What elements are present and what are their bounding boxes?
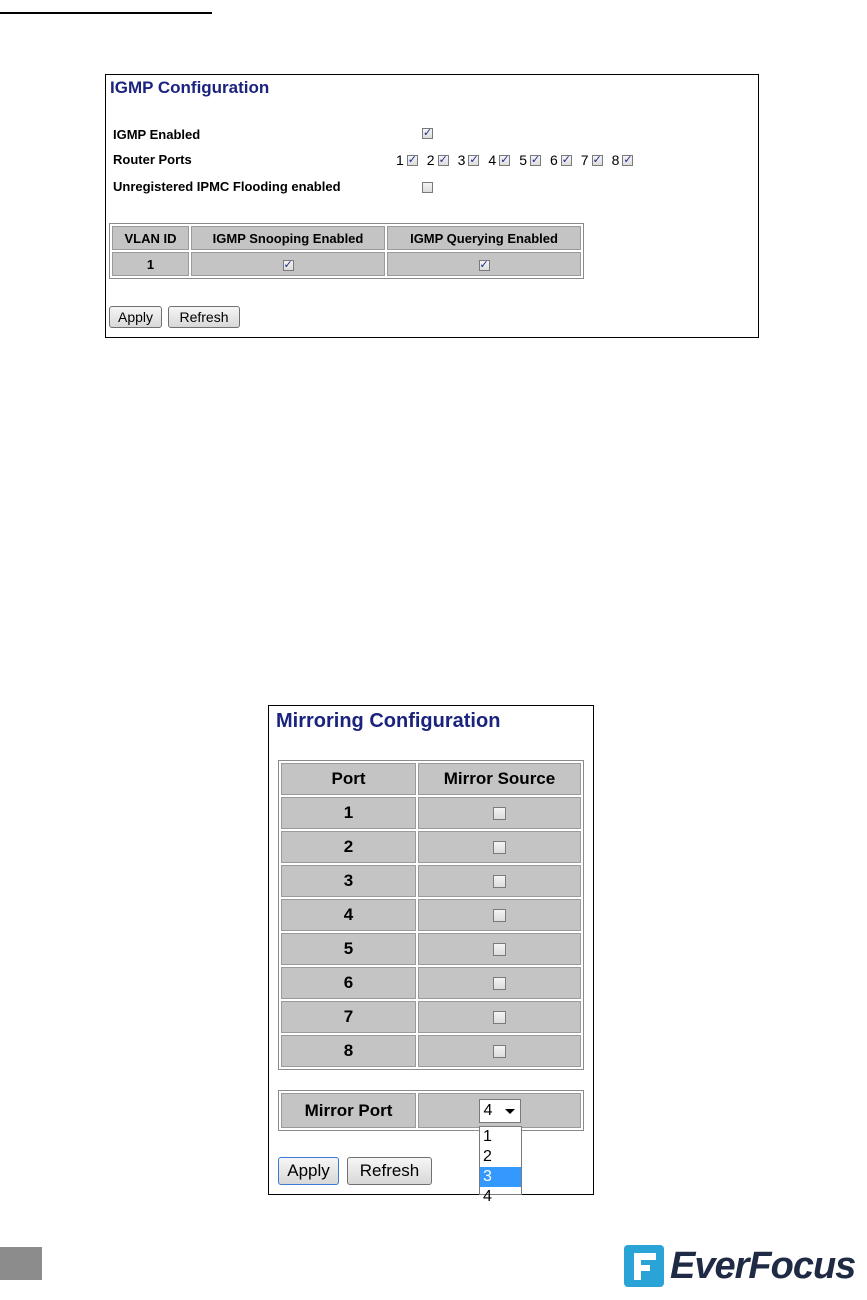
mirror-port-label: Mirror Port bbox=[281, 1093, 416, 1128]
table-row bbox=[281, 899, 581, 931]
igmp-title: IGMP Configuration bbox=[110, 78, 270, 97]
mirror-port-select[interactable] bbox=[479, 1099, 521, 1123]
table-row bbox=[112, 252, 581, 276]
mirror-source-checkbox[interactable] bbox=[493, 943, 506, 956]
router-port-number: 5 bbox=[519, 152, 527, 169]
table-row bbox=[281, 933, 581, 965]
router-port-number: 2 bbox=[426, 152, 435, 169]
router-port-7 bbox=[581, 151, 603, 168]
mirror-port-cell bbox=[418, 1093, 581, 1128]
igmp-refresh-button[interactable]: Refresh bbox=[168, 306, 240, 328]
router-port-2 bbox=[427, 151, 449, 168]
vlan-id-header: VLAN ID bbox=[112, 226, 189, 250]
igmp-configuration-panel bbox=[105, 74, 759, 338]
table-row bbox=[281, 865, 581, 897]
table-row bbox=[281, 1035, 581, 1067]
unregistered-ipmc-flooding-label: Unregistered IPMC Flooding enabled bbox=[113, 179, 341, 194]
igmp-enabled-label: IGMP Enabled bbox=[113, 127, 201, 142]
dropdown-option-1[interactable]: 1 bbox=[483, 1128, 492, 1145]
router-port-checkbox[interactable] bbox=[530, 155, 541, 166]
mirror-source-checkbox[interactable] bbox=[493, 875, 506, 888]
mirror-source-cell bbox=[418, 967, 581, 999]
router-port-checkbox[interactable] bbox=[499, 155, 510, 166]
igmp-querying-checkbox[interactable] bbox=[479, 260, 490, 271]
igmp-snooping-cell bbox=[191, 252, 385, 276]
router-port-8 bbox=[612, 151, 634, 168]
everfocus-logo bbox=[624, 1243, 864, 1289]
dropdown-option-2[interactable]: 2 bbox=[483, 1148, 492, 1165]
table-row bbox=[281, 797, 581, 829]
router-port-1 bbox=[396, 151, 418, 168]
table-header-row bbox=[112, 226, 581, 250]
mirror-source-checkbox[interactable] bbox=[493, 1045, 506, 1058]
port-cell: 4 bbox=[281, 899, 416, 931]
igmp-snooping-header: IGMP Snooping Enabled bbox=[191, 226, 385, 250]
mirror-source-header: Mirror Source bbox=[418, 763, 581, 795]
router-port-checkbox[interactable] bbox=[561, 155, 572, 166]
port-cell: 8 bbox=[281, 1035, 416, 1067]
router-port-checkbox[interactable] bbox=[622, 155, 633, 166]
router-port-number: 7 bbox=[580, 152, 589, 169]
mirror-source-cell bbox=[418, 1035, 581, 1067]
vlan-id-cell: 1 bbox=[112, 252, 189, 276]
table-row bbox=[281, 831, 581, 863]
router-port-number: 1 bbox=[396, 152, 404, 169]
table-header-row bbox=[281, 763, 581, 795]
igmp-apply-button[interactable]: Apply bbox=[109, 306, 162, 328]
mirror-source-cell bbox=[418, 933, 581, 965]
logo-text: EverFocus bbox=[670, 1245, 856, 1287]
igmp-querying-cell bbox=[387, 252, 581, 276]
mirror-port-table bbox=[278, 1090, 584, 1131]
router-port-checkbox[interactable] bbox=[407, 155, 418, 166]
router-port-number: 4 bbox=[488, 152, 497, 169]
mirroring-title: Mirroring Configuration bbox=[276, 710, 501, 732]
mirror-source-cell bbox=[418, 831, 581, 863]
mirror-port-value: 4 bbox=[483, 1101, 493, 1119]
router-ports-label: Router Ports bbox=[113, 152, 192, 167]
everfocus-logo-icon bbox=[624, 1245, 664, 1287]
port-cell: 2 bbox=[281, 831, 416, 863]
mirror-port-dropdown-list bbox=[479, 1126, 522, 1205]
table-row bbox=[281, 967, 581, 999]
router-port-3 bbox=[458, 151, 480, 168]
mirror-source-checkbox[interactable] bbox=[493, 841, 506, 854]
port-cell: 7 bbox=[281, 1001, 416, 1033]
mirror-source-cell bbox=[418, 797, 581, 829]
port-cell: 1 bbox=[281, 797, 416, 829]
router-port-checkbox[interactable] bbox=[438, 155, 449, 166]
mirror-source-cell bbox=[418, 1001, 581, 1033]
unregistered-ipmc-flooding-checkbox[interactable] bbox=[422, 182, 433, 193]
port-cell: 5 bbox=[281, 933, 416, 965]
router-port-checkbox[interactable] bbox=[468, 155, 479, 166]
port-cell: 6 bbox=[281, 967, 416, 999]
dropdown-option-3[interactable]: 3 bbox=[480, 1167, 521, 1187]
router-port-4 bbox=[488, 151, 510, 168]
chevron-down-icon bbox=[505, 1109, 515, 1114]
page-number-tab bbox=[0, 1247, 42, 1280]
router-port-6 bbox=[550, 151, 572, 168]
table-row bbox=[281, 1093, 581, 1128]
port-cell: 3 bbox=[281, 865, 416, 897]
port-header: Port bbox=[281, 763, 416, 795]
router-port-5 bbox=[519, 151, 541, 168]
table-row bbox=[281, 1001, 581, 1033]
mirroring-configuration-panel bbox=[268, 705, 594, 1205]
router-port-number: 3 bbox=[457, 152, 466, 169]
mirror-source-cell bbox=[418, 899, 581, 931]
mirror-source-checkbox[interactable] bbox=[493, 807, 506, 820]
igmp-enabled-checkbox[interactable] bbox=[422, 128, 433, 139]
dropdown-option-4[interactable]: 4 bbox=[483, 1188, 492, 1205]
mirror-apply-button[interactable]: Apply bbox=[278, 1157, 339, 1185]
mirror-refresh-button[interactable]: Refresh bbox=[347, 1157, 432, 1185]
top-rule bbox=[0, 12, 212, 14]
igmp-snooping-checkbox[interactable] bbox=[283, 260, 294, 271]
mirror-source-table bbox=[278, 760, 584, 1070]
router-ports-group bbox=[396, 151, 642, 168]
mirror-source-cell bbox=[418, 865, 581, 897]
mirror-source-checkbox[interactable] bbox=[493, 909, 506, 922]
mirror-source-checkbox[interactable] bbox=[493, 1011, 506, 1024]
router-port-number: 6 bbox=[549, 152, 558, 169]
igmp-vlan-table bbox=[109, 223, 584, 279]
router-port-checkbox[interactable] bbox=[592, 155, 603, 166]
igmp-querying-header: IGMP Querying Enabled bbox=[387, 226, 581, 250]
router-port-number: 8 bbox=[611, 152, 620, 169]
mirror-source-checkbox[interactable] bbox=[493, 977, 506, 990]
